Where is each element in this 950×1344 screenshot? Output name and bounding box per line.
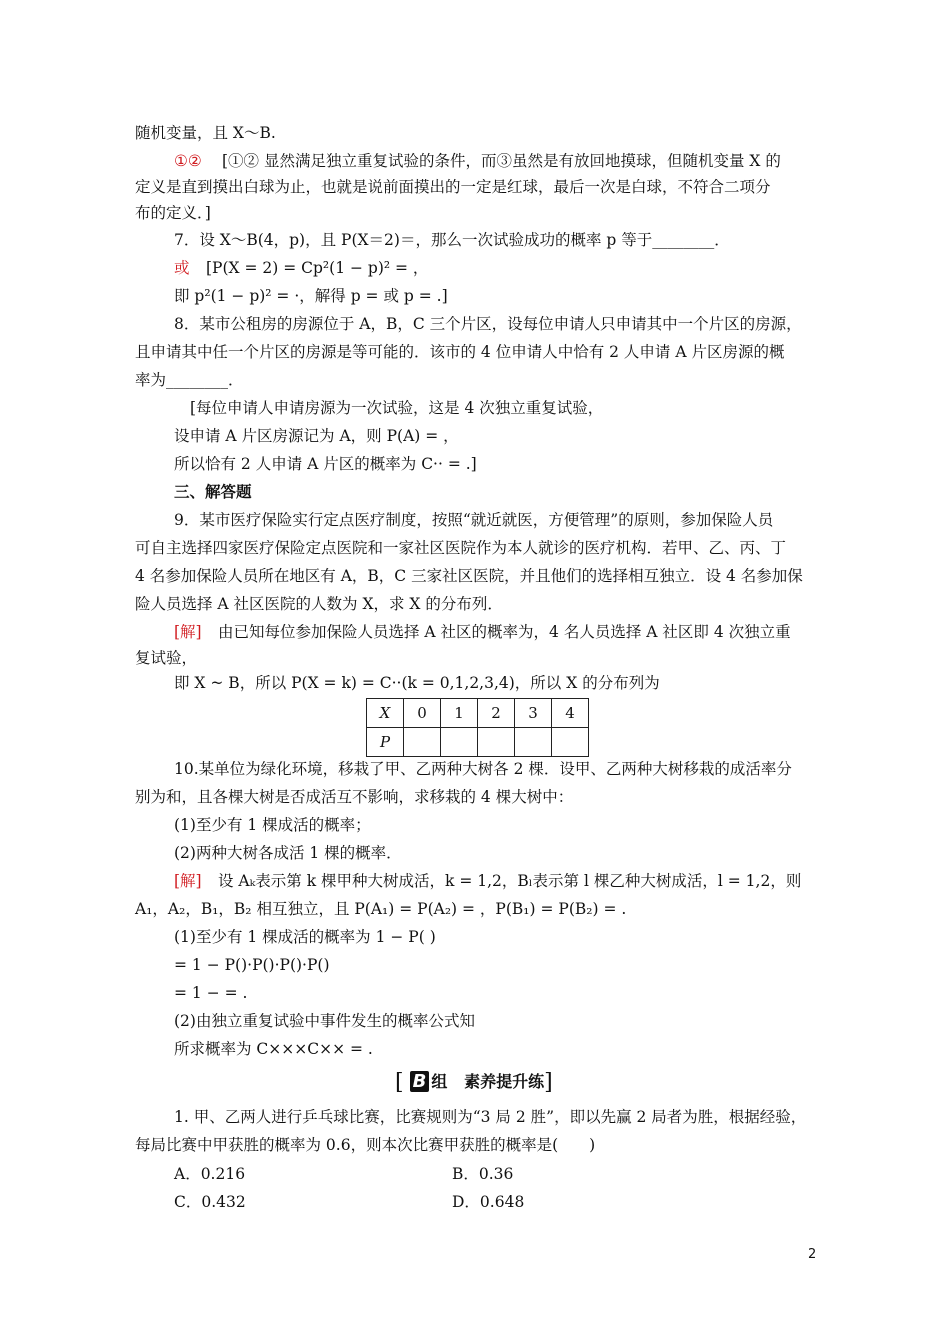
text-line: 且申请其中任一个片区的房源是等可能的．该市的 4 位申请人中恰有 2 人申请 A 片区房源的概 [135,343,785,361]
text-line: 所以恰有 2 人申请 A 片区的概率为 C·· = .] [174,455,477,473]
text-line: 险人员选择 A 社区医院的人数为 X，求 X 的分布列． [135,595,503,613]
text-line: 随机变量，且 X～B. [135,124,276,142]
text-line: 率为________． [135,371,244,389]
text-line: = 1 − P()·P()·P()·P() [174,956,330,974]
text-line: 设 Aₖ表示第 k 棵甲种大树成活，k = 1,2，Bₗ表示第 l 棵乙种大树成活，l = 1,2，则 [218,872,802,890]
section-title: 素养提升练 [464,1072,545,1091]
text-line: 布的定义．] [135,204,211,222]
question-8: 8．某市公租房的房源位于 A，B，C 三个片区，设每位申请人只申请其中一个片区的房源， [174,315,802,333]
table-cell: 0 [404,699,441,728]
section-group-label: 组 [431,1072,448,1091]
left-bracket: [ [395,1070,404,1095]
option-b: B．0.36 [452,1165,514,1183]
table-cell [552,728,589,757]
section-heading: 三、解答题 [174,482,252,501]
solution-tag: [解] [174,872,202,890]
question-10: 10.某单位为绿化环境，移栽了甲、乙两种大树各 2 棵．设甲、乙两种大树移栽的成活率分 [174,760,792,778]
table-cell [515,728,552,757]
table-cell: P [367,728,404,757]
question-7: 7．设 X～B(4，p)，且 P(X＝2)＝，那么一次试验成功的概率 p 等于________． [174,231,730,249]
question-9: 9．某市医疗保险实行定点医疗制度，按照“就近就医，方便管理”的原则，参加保险人员 [174,511,774,529]
text-line: = 1 − = . [174,984,248,1002]
text-line: 别为和，且各棵大树是否成活互不影响，求移栽的 4 棵大树中： [135,788,574,806]
table-cell [478,728,515,757]
text-line: 即 X ~ B，所以 P(X = k) = C··(k = 0,1,2,3,4)，所以 X 的分布列为 [174,674,660,692]
option-d: D．0.648 [452,1193,525,1211]
table-cell: 3 [515,699,552,728]
table-row [367,728,589,757]
text-line: 由已知每位参加保险人员选择 A 社区的概率为，4 名人员选择 A 社区即 4 次独立重 [218,623,791,641]
table-cell: 1 [441,699,478,728]
page-number: 2 [808,1247,817,1262]
b-badge: B [410,1071,430,1092]
solution-tag: [解] [174,623,202,641]
text-line: [P(X = 2) = Cp²(1 − p)² = ， [206,259,429,277]
text-line: (2)两种大树各成活 1 棵的概率． [174,844,402,862]
text-line: [①② 显然满足独立重复试验的条件，而③虽然是有放回地摸球，但随机变量 X 的 [222,152,781,170]
table-cell: 4 [552,699,589,728]
text-line: 定义是直到摸出白球为止，也就是说前面摸出的一定是红球，最后一次是白球，不符合二项分 [135,178,771,196]
table-cell [441,728,478,757]
distribution-table [366,698,589,757]
text-line: (2)由独立重复试验中事件发生的概率公式知 [174,1012,475,1030]
question-b1: 1. 甲、乙两人进行乒乓球比赛，比赛规则为“3 局 2 胜”，即以先赢 2 局者为胜，根据经验， [174,1108,807,1126]
text-line: (1)至少有 1 棵成活的概率为 1 − P( ) [174,928,436,946]
table-row [367,699,589,728]
text-line: (1)至少有 1 棵成活的概率； [174,816,371,834]
text-line: 4 名参加保险人员所在地区有 A，B，C 三家社区医院，并且他们的选择相互独立．设 4 名参加保 [135,567,803,585]
option-a: A．0.216 [174,1165,246,1183]
text-line: 每局比赛中甲获胜的概率为 0.6，则本次比赛甲获胜的概率是( ) [135,1136,596,1154]
option-c: C．0.432 [174,1193,246,1211]
table-cell: 2 [478,699,515,728]
text-line: [每位申请人申请房源为一次试验，这是 4 次独立重复试验， [190,399,604,417]
text-line: 复试验， [135,649,198,667]
table-cell [404,728,441,757]
text-line: 设申请 A 片区房源记为 A，则 P(A) = ， [174,427,459,445]
text-line: A₁，A₂，B₁，B₂ 相互独立，且 P(A₁) = P(A₂) = ，P(B₁) = P(B₂) = . [135,900,627,918]
right-bracket: ] [544,1070,553,1095]
table-cell: X [367,699,404,728]
answer-mark: ①② [174,152,202,170]
text-line: 所求概率为 C×××C×× = . [174,1040,373,1058]
text-line: 可自主选择四家医疗保险定点医院和一家社区医院作为本人就诊的医疗机构．若甲、乙、丙、丁 [135,539,787,557]
section-b-heading [395,1069,553,1097]
text-line: 即 p²(1 − p)² = ·，解得 p = 或 p = .] [174,287,448,305]
answer-mark: 或 [174,259,190,277]
